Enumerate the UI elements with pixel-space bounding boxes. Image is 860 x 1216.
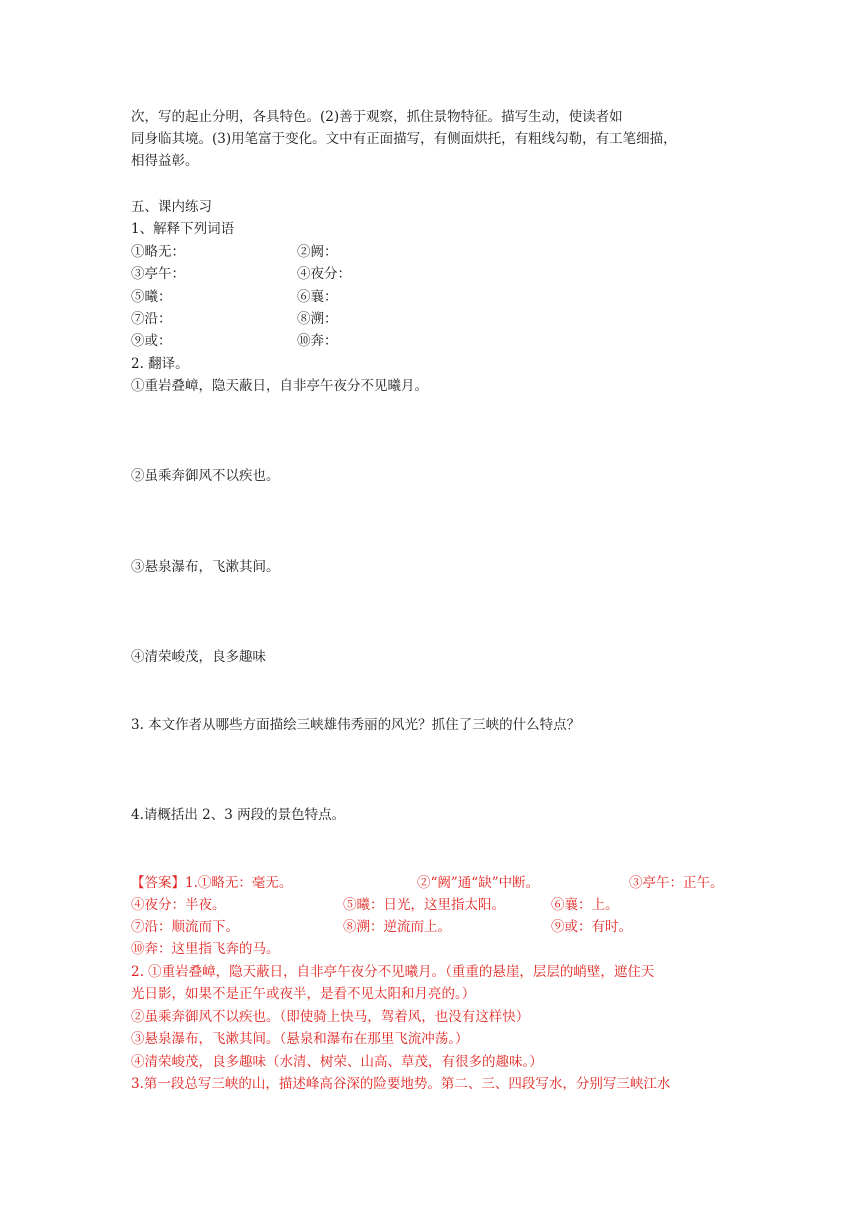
answer-item: ②“阙”通“缺”中断。	[417, 875, 540, 891]
intro-line-1: 次，写的起止分明，各具特色。(2)善于观察，抓住景物特征。描写生动，使读者如	[131, 109, 623, 125]
section-heading: 五、课内练习	[131, 199, 212, 215]
q1-title: 1、解释下列词语	[131, 221, 235, 237]
answer-row	[131, 918, 731, 936]
answer-item: ⑦沿：顺流而下。	[131, 919, 239, 935]
answer-line: 2. ①重岩叠嶂，隐天蔽日，自非亭午夜分不见曦月。（重重的悬崖，层层的峭壁，遮住天	[131, 964, 655, 980]
answer-item: ④夜分：半夜。	[131, 897, 226, 913]
vocab-item: ⑥襄：	[297, 289, 338, 305]
answer-item: ③亭午：正午。	[629, 875, 724, 891]
intro-line-3: 相得益彰。	[131, 153, 199, 169]
translate-sentence: ④清荣峻茂，良多趣味	[131, 649, 266, 665]
answer-label-item: 【答案】1.①略无：毫无。	[131, 875, 293, 891]
answer-row	[131, 896, 731, 914]
vocab-item: ④夜分：	[297, 266, 351, 282]
answer-line: 光日影，如果不是正午或夜半，是看不见太阳和月亮的。）	[131, 986, 476, 1002]
vocab-item: ②阙：	[297, 244, 338, 260]
vocab-item: ⑩奔：	[297, 333, 338, 349]
translate-sentence: ①重岩叠嶂，隐天蔽日，自非亭午夜分不见曦月。	[131, 378, 428, 394]
answer-item: ⑥襄：上。	[551, 897, 619, 913]
answer-item: ⑩奔：这里指飞奔的马。	[131, 941, 280, 957]
intro-line-2: 同身临其境。(3)用笔富于变化。文中有正面描写，有侧面烘托，有粗线勾勒，有工笔细描，	[131, 131, 677, 147]
answer-row	[131, 874, 731, 892]
vocab-item: ③亭午：	[131, 266, 185, 282]
answer-item: ⑤曦：日光，这里指太阳。	[343, 897, 505, 913]
vocab-item: ⑨或：	[131, 333, 172, 349]
translate-sentence: ②虽乘奔御风不以疾也。	[131, 468, 280, 484]
q3-title: 3. 本文作者从哪些方面描绘三峡雄伟秀丽的风光？抓住了三峡的什么特点？	[131, 717, 581, 733]
answer-item: ⑨或：有时。	[551, 919, 632, 935]
vocab-item: ⑤曦：	[131, 289, 172, 305]
answer-line: 3.第一段总写三峡的山，描述峰高谷深的险要地势。第二、三、四段写水，分别写三峡江水	[131, 1076, 671, 1092]
q2-title: 2. 翻译。	[131, 356, 189, 372]
vocab-item: ⑦沿：	[131, 311, 172, 327]
vocab-item: ⑧溯：	[297, 311, 338, 327]
answer-line: ②虽乘奔御风不以疾也。（即使骑上快马，驾着风，也没有这样快）	[131, 1009, 530, 1025]
vocab-item: ①略无：	[131, 244, 185, 260]
answer-line: ④清荣峻茂，良多趣味（水清、树荣、山高、草茂，有很多的趣味。）	[131, 1054, 543, 1070]
answer-line: ③悬泉瀑布，飞漱其间。（悬泉和瀑布在那里飞流冲荡。）	[131, 1031, 469, 1047]
translate-sentence: ③悬泉瀑布，飞漱其间。	[131, 559, 280, 575]
q4-title: 4.请概括出 2、3 两段的景色特点。	[131, 807, 346, 823]
answer-item: ⑧溯：逆流而上。	[343, 919, 451, 935]
